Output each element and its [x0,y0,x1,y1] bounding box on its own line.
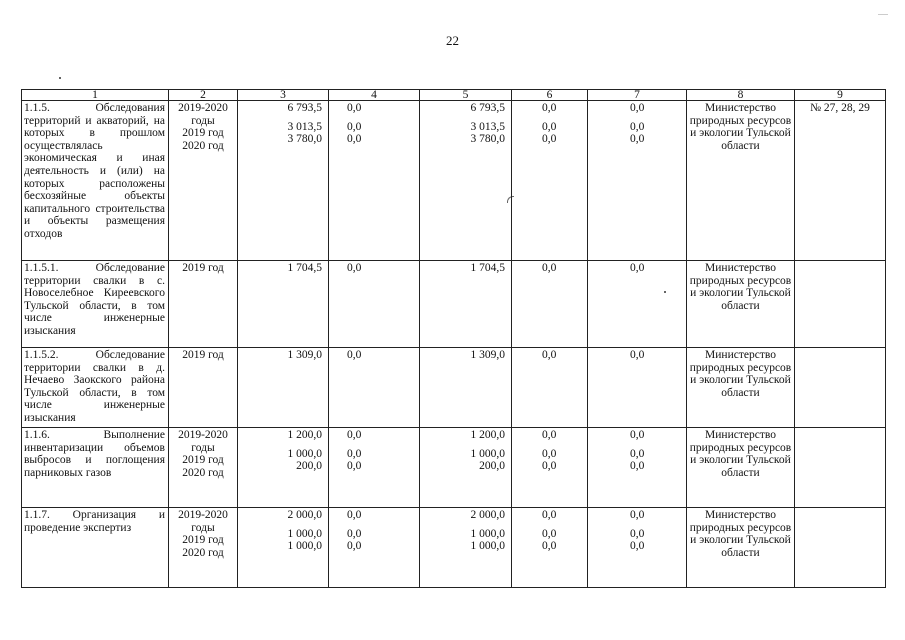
period-cell [169,348,238,428]
amount-other-cell [588,508,687,588]
period-line: 2019-2020 годы [178,429,228,454]
amount-value: 0,0 [542,429,557,441]
scan-speck [59,77,61,79]
table-row [22,101,886,261]
amount-value: 0,0 [630,527,645,540]
amount-value: 3 780,0 [470,133,505,146]
column-header: 5 [420,90,512,101]
amount-regional-cell [420,261,512,348]
amount-value: 1 309,0 [470,349,505,361]
amount-value: 0,0 [630,429,645,441]
amount-value: 0,0 [542,540,557,553]
amount-other-cell [588,348,687,428]
measure-name: 1.1.6. Выполнение инвентаризации объемов выбросов и поглощения парниковых газов [22,428,169,508]
amount-federal-cell [329,428,420,508]
amount-value: 0,0 [347,349,362,361]
executor-cell: Министерство природных ресурсов и экологии Тульской области [687,428,795,508]
column-header: 6 [512,90,588,101]
executor-cell: Министерство природных ресурсов и экологии Тульской области [687,261,795,348]
period-line: 2019 год [182,262,224,274]
reference-cell [795,428,886,508]
period-line: 2019-2020 годы [178,102,228,127]
reference-cell: № 27, 28, 29 [795,101,886,261]
amount-value: 0,0 [347,429,362,441]
amount-total-cell [238,508,329,588]
amount-total-cell [238,348,329,428]
header-row [22,90,886,101]
amount-value: 0,0 [542,262,557,274]
amount-value: 1 000,0 [287,540,322,553]
measure-name: 1.1.5.2. Обследование территории свалки в д. Нечаево Заокского района Тульской области, в том числе инженерные изыскания [22,348,169,428]
period-line: 2019 год [182,454,224,467]
amount-local-cell [512,101,588,261]
amount-value: 0,0 [630,349,645,361]
amount-value: 0,0 [542,460,557,473]
amount-value: 1 000,0 [470,540,505,553]
amount-federal-cell [329,508,420,588]
period-cell [169,101,238,261]
amount-value: 0,0 [630,509,645,521]
reference-cell [795,261,886,348]
column-header: 7 [588,90,687,101]
amount-value: 0,0 [542,447,557,460]
amount-other-cell [588,261,687,348]
amount-value: 0,0 [542,102,557,114]
amount-local-cell [512,261,588,348]
table-row [22,508,886,588]
executor-cell: Министерство природных ресурсов и экологии Тульской области [687,348,795,428]
amount-value: 0,0 [347,447,362,460]
amount-value: 0,0 [630,447,645,460]
amount-value: 1 704,5 [287,262,322,274]
amount-value: 3 013,5 [470,120,505,133]
column-header: 9 [795,90,886,101]
amount-value: 0,0 [542,509,557,521]
amount-federal-cell [329,348,420,428]
scan-mark [878,14,888,15]
amount-value: 3 780,0 [287,133,322,146]
amount-value: 0,0 [347,133,362,146]
amount-other-cell [588,428,687,508]
amount-value: 0,0 [347,540,362,553]
amount-value: 0,0 [347,509,362,521]
amount-local-cell [512,348,588,428]
period-line: 2019 год [182,349,224,361]
period-line: 2020 год [182,139,224,152]
period-cell [169,508,238,588]
amount-value: 0,0 [630,540,645,553]
measure-name: 1.1.5. Обследования территорий и акваторий, на которых в прошлом осуществлялась экономическая и иная деятельность и (или) на которых расположены бесхозяйные объекты капитального строительства и объекты размещения отходов [22,101,169,261]
amount-total-cell [238,101,329,261]
amount-value: 0,0 [630,133,645,146]
period-line: 2020 год [182,466,224,479]
column-header: 1 [22,90,169,101]
reference-cell [795,508,886,588]
amount-value: 0,0 [630,460,645,473]
period-cell [169,261,238,348]
amount-value: 1 000,0 [287,447,322,460]
amount-value: 0,0 [630,120,645,133]
period-line: 2020 год [182,546,224,559]
column-header: 4 [329,90,420,101]
period-line: 2019 год [182,534,224,547]
amount-value: 0,0 [630,262,645,274]
amount-other-cell [588,101,687,261]
amount-value: 2 000,0 [470,509,505,521]
period-line: 2019 год [182,127,224,140]
amount-total-cell [238,261,329,348]
period-cell [169,428,238,508]
reference-cell [795,348,886,428]
amount-value: 0,0 [542,133,557,146]
amount-regional-cell [420,508,512,588]
budget-table [21,89,886,588]
amount-federal-cell [329,101,420,261]
amount-regional-cell [420,348,512,428]
amount-value: 0,0 [347,262,362,274]
amount-value: 200,0 [479,460,505,473]
amount-regional-cell [420,428,512,508]
column-header: 8 [687,90,795,101]
amount-value: 0,0 [347,527,362,540]
amount-value: 0,0 [630,102,645,114]
amount-value: 200,0 [296,460,322,473]
measure-name: 1.1.7. Организация и проведение экспертиз [22,508,169,588]
amount-local-cell [512,428,588,508]
amount-value: 1 000,0 [470,447,505,460]
amount-local-cell [512,508,588,588]
executor-cell: Министерство природных ресурсов и экологии Тульской области [687,101,795,261]
executor-cell: Министерство природных ресурсов и экологии Тульской области [687,508,795,588]
table-row [22,261,886,348]
amount-value: 0,0 [542,349,557,361]
table-row [22,348,886,428]
amount-value: 1 000,0 [470,527,505,540]
amount-value: 0,0 [347,120,362,133]
page-number: 22 [446,33,459,48]
amount-regional-cell [420,101,512,261]
column-header: 2 [169,90,238,101]
amount-value: 3 013,5 [287,120,322,133]
amount-value: 1 200,0 [470,429,505,441]
amount-value: 0,0 [542,120,557,133]
amount-value: 6 793,5 [287,102,322,114]
table-row [22,428,886,508]
amount-value: 0,0 [347,460,362,473]
amount-value: 6 793,5 [470,102,505,114]
amount-value: 1 309,0 [287,349,322,361]
measure-name: 1.1.5.1. Обследование территории свалки в с. Новоселебное Киреевского Тульской области, в том числе инженерные изыскания [22,261,169,348]
amount-value: 1 200,0 [287,429,322,441]
amount-value: 1 000,0 [287,527,322,540]
amount-value: 0,0 [347,102,362,114]
amount-total-cell [238,428,329,508]
period-line: 2019-2020 годы [178,509,228,534]
column-header: 3 [238,90,329,101]
amount-value: 1 704,5 [470,262,505,274]
amount-value: 0,0 [542,527,557,540]
amount-federal-cell [329,261,420,348]
amount-value: 2 000,0 [287,509,322,521]
